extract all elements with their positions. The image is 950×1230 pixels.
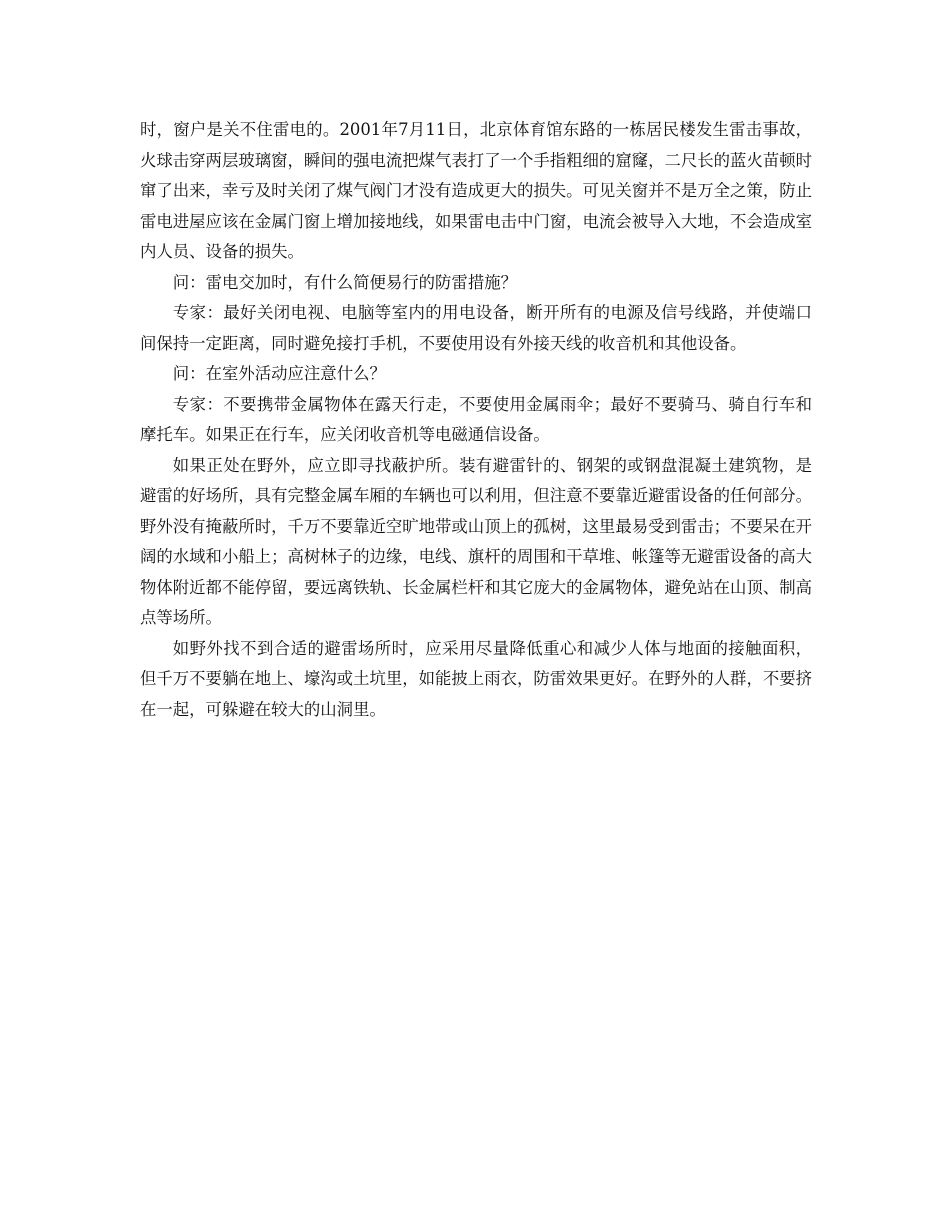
paragraph-question-2: 问：在室外活动应注意什么？ [172,364,386,383]
paragraph-answer-2: 专家：不要携带金属物体在露天行走，不要使用金属雨伞；最好不要骑马、骑自行车和摩托车。如果正在行车，应关闭收音机等电磁通信设备。 [140,394,812,444]
document-body [140,115,812,725]
paragraph-continuation: 时，窗户是关不住雷电的。2001年7月11日，北京体育馆东路的一栋居民楼发生雷击事故，火球击穿两层玻璃窗，瞬间的强电流把煤气表打了一个手指粗细的窟窿，二尺长的蓝火苗顿时窜了出来，幸亏及时关闭了煤气阀门才没有造成更大的损失。可见关窗并不是万全之策，防止雷电进屋应该在金属门窗上增加接地线，如果雷电击中门窗，电流会被导入大地，不会造成室内人员、设备的损失。 [140,120,813,261]
paragraph-outdoor-shelter: 如果正处在野外，应立即寻找蔽护所。装有避雷针的、钢架的或钢盘混凝土建筑物，是避雷的好场所，具有完整金属车厢的车辆也可以利用，但注意不要靠近避雷设备的任何部分。野外没有掩蔽所时，千万不要靠近空旷地带或山顶上的孤树，这里最易受到雷击；不要呆在开阔的水域和小船上；高树林子的边缘，电线、旗杆的周围和干草堆、帐篷等无避雷设备的高大物体附近都不能停留，要远离铁轨、长金属栏杆和其它庞大的金属物体，避免站在山顶、制高点等场所。 [140,455,813,627]
paragraph-answer-1: 专家：最好关闭电视、电脑等室内的用电设备，断开所有的电源及信号线路，并使端口间保持一定距离，同时避免接打手机，不要使用设有外接天线的收音机和其他设备。 [140,303,812,353]
paragraph-no-shelter: 如野外找不到合适的避雷场所时，应采用尽量降低重心和减少人体与地面的接触面积，但千万不要躺在地上、壕沟或土坑里，如能披上雨衣，防雷效果更好。在野外的人群，不要挤在一起，可躲避在较大的山洞里。 [140,638,813,719]
paragraph-question-1: 问：雷电交加时，有什么简便易行的防雷措施？ [172,272,517,292]
